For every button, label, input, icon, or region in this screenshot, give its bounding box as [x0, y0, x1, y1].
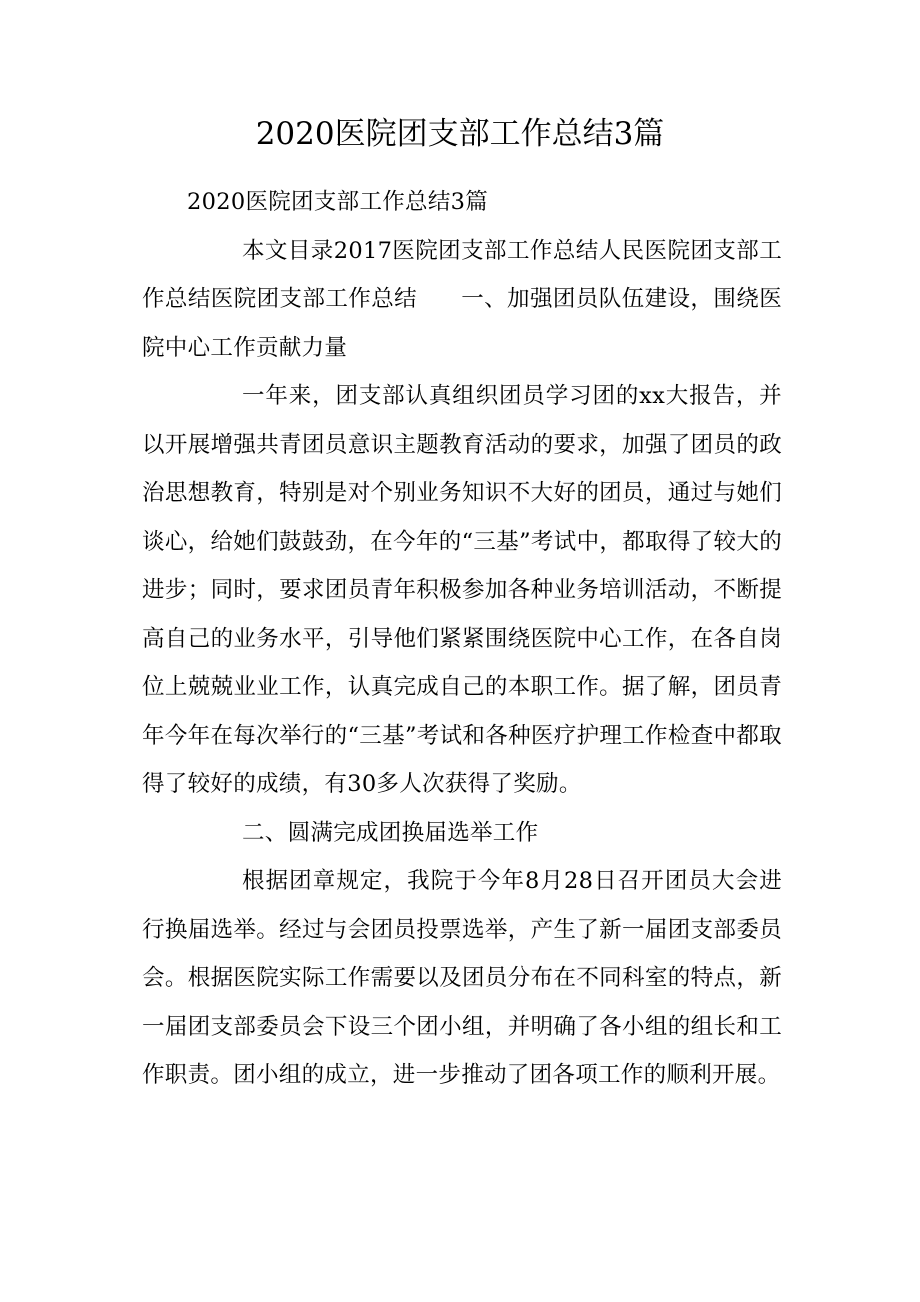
- paragraph-2: 根据团章规定，我院于今年8月28日召开团员大会进行换届选举。经过与会团员投票选举，产生了新一届团支部委员会。根据医院实际工作需要以及团员分布在不同科室的特点，新一届团支部委员会下设三个团小组，并明确了各小组的组长和工作职责。团小组的成立，进一步推动了团各项工作的顺利开展。: [142, 868, 782, 1088]
- section-heading-2: 二、圆满完成团换届选举工作: [242, 819, 539, 846]
- paragraph-1: 一年来，团支部认真组织团员学习团的xx大报告，并以开展增强共青团员意识主题教育活动的要求，加强了团员的政治思想教育，特别是对个别业务知识不大好的团员，通过与她们谈心，给她们鼓鼓劲，在今年的“三基”考试中，都取得了较大的进步；同时，要求团员青年积极参加各种业务培训活动，不断提高自己的业务水平，引导他们紧紧围绕医院中心工作，在各自岗位上兢兢业业工作，认真完成自己的本职工作。据了解，团员青年今年在每次举行的“三基”考试和各种医疗护理工作检查中都取得了较好的成绩，有30多人次获得了奖励。: [142, 383, 782, 797]
- document-subtitle: 2020医院团支部工作总结3篇: [187, 189, 489, 215]
- document-title: 2020医院团支部工作总结3篇: [255, 116, 665, 152]
- toc-prefix: 本文目录2017医院团支部工作总结人民医院团支部工作总结医院团支部工作总结: [142, 237, 782, 312]
- document-body: [142, 178, 782, 1100]
- toc-tail: 一、加强团员队伍建设，围绕医院中心工作贡献力量: [142, 286, 782, 361]
- toc-paragraph: [142, 227, 782, 373]
